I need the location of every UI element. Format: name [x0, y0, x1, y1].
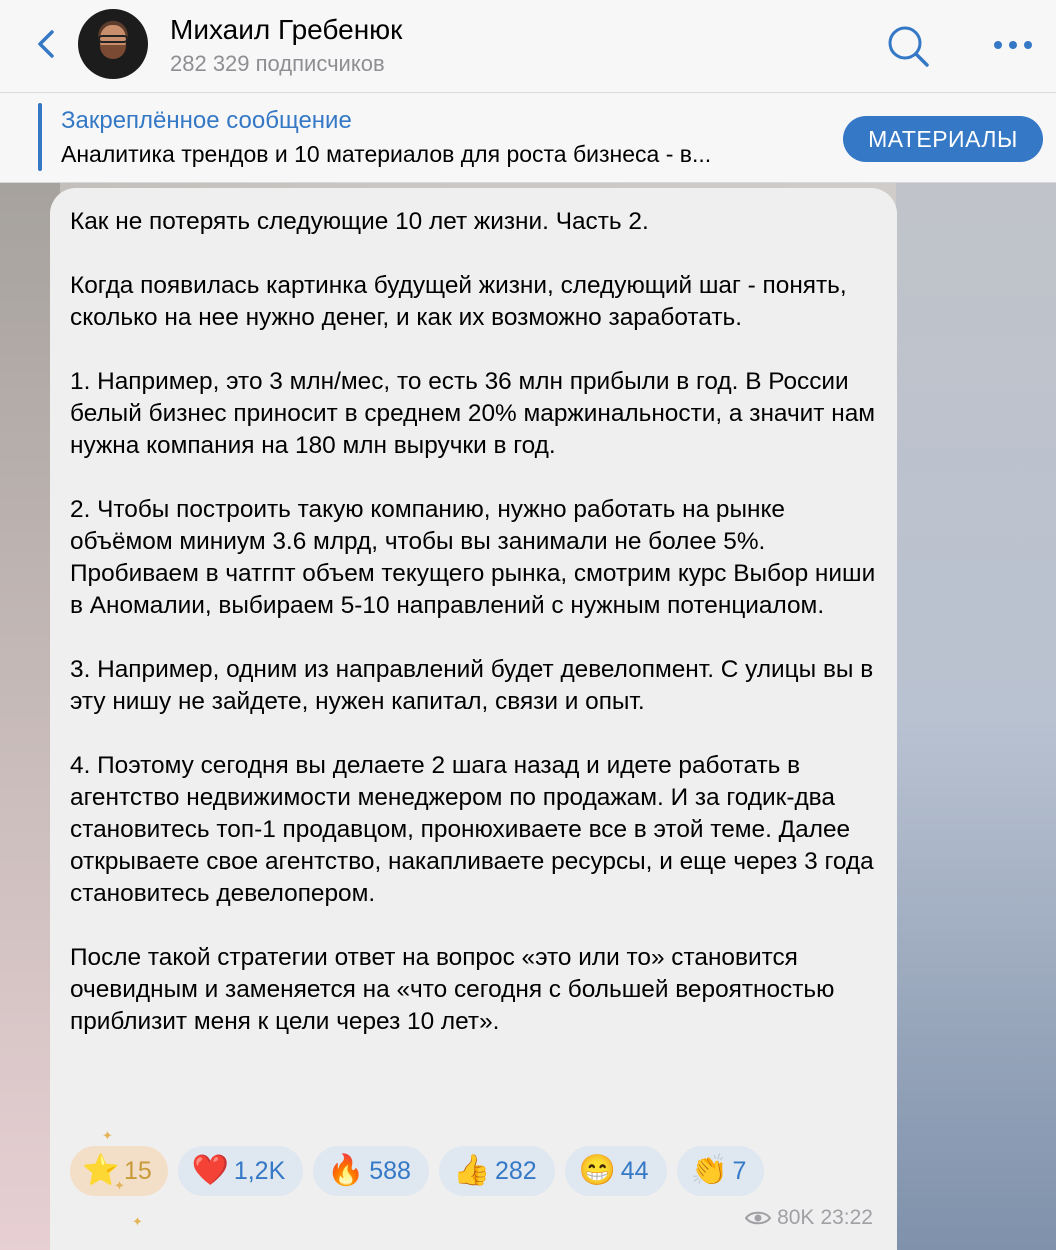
message-text	[70, 206, 880, 1038]
message-time: 23:22	[820, 1206, 873, 1229]
grinning-face-icon: 😁	[578, 1154, 617, 1187]
message-paragraph: Как не потерять следующие 10 лет жизни. Часть 2.	[70, 208, 649, 235]
sparkle-icon: ✦	[132, 1214, 143, 1229]
subscriber-count: 282 329 подписчиков	[170, 51, 385, 76]
views-eye-icon	[745, 1210, 771, 1226]
sparkle-icon: ✦	[102, 1128, 113, 1143]
pinned-message-bar[interactable]	[0, 93, 1056, 183]
reaction-count: 7	[732, 1156, 747, 1185]
more-options-icon[interactable]	[993, 38, 1033, 52]
avatar[interactable]	[78, 9, 148, 79]
reaction-count: 44	[620, 1156, 649, 1185]
channel-header	[0, 0, 1056, 93]
pinned-label: Закреплённое сообщение	[61, 107, 352, 134]
reaction-clap[interactable]	[677, 1146, 765, 1196]
materials-button[interactable]: МАТЕРИАЛЫ	[843, 116, 1043, 162]
reaction-count: 1,2K	[233, 1156, 286, 1185]
heart-icon: ❤️	[191, 1154, 230, 1187]
message-bubble[interactable]	[50, 188, 897, 1250]
pinned-indicator	[38, 103, 42, 171]
avatar-glasses	[98, 35, 128, 43]
reaction-grinning[interactable]	[565, 1146, 667, 1196]
reaction-count: 282	[494, 1156, 537, 1185]
pinned-text: Аналитика трендов и 10 материалов для роста бизнеса - в...	[61, 141, 712, 167]
reaction-count: 15	[124, 1156, 152, 1185]
message-paragraph: 3. Например, одним из направлений будет девелопмент. С улицы вы в эту нишу не зайдете, нужен капитал, связи и опыт.	[70, 656, 874, 715]
reaction-heart[interactable]	[178, 1146, 303, 1196]
fire-icon: 🔥	[327, 1154, 365, 1187]
reaction-thumbs-up[interactable]	[439, 1146, 555, 1196]
message-meta	[745, 1206, 873, 1230]
message-paragraph: 1. Например, это 3 млн/мес, то есть 36 млн прибыли в год. В России белый бизнес приносит в среднем 20% маржинальности, а значит нам нужна компания на 180 млн выручки в год.	[70, 368, 876, 459]
reactions-row	[70, 1146, 764, 1196]
star-icon: ⭐	[82, 1154, 120, 1187]
message-paragraph: После такой стратегии ответ на вопрос «это или то» становится очевидным и заменяется на «что сегодня с большей вероятностью приблизит меня к цели через 10 лет».	[70, 944, 835, 1035]
message-paragraph: 2. Чтобы построить такую компанию, нужно работать на рынке объёмом миниум 3.6 млрд, чтобы вы занимали не более 5%. Пробиваем в чатгпт объем текущего рынка, смотрим курс Выбор ниши в Аномалии, выбираем 5-10 направлений с нужным потенциалом.	[70, 496, 876, 619]
reaction-count: 588	[369, 1156, 411, 1185]
reaction-fire[interactable]	[313, 1146, 429, 1196]
view-count: 80K	[777, 1206, 815, 1229]
avatar-beard	[100, 45, 126, 59]
sparkle-icon: ✦	[114, 1178, 125, 1193]
message-paragraph: 4. Поэтому сегодня вы делаете 2 шага назад и идете работать в агентство недвижимости менеджером по продажам. И за годик-два становитесь топ-1 продавцом, пронюхиваете все в этой теме. Далее открываете свое агентство, накапливаете ресурсы, и еще через 3 года становитесь девелопером.	[70, 752, 874, 907]
channel-title[interactable]: Михаил Гребенюк	[170, 14, 403, 45]
search-icon[interactable]	[886, 24, 930, 68]
thumbs-up-icon: 👍	[452, 1154, 491, 1187]
back-chevron-icon[interactable]	[30, 26, 66, 62]
clapping-hands-icon: 👏	[690, 1154, 728, 1187]
message-paragraph: Когда появилась картинка будущей жизни, следующий шаг - понять, сколько на нее нужно денег, и как их возможно заработать.	[70, 272, 847, 331]
chat-background-right	[896, 182, 1056, 1250]
